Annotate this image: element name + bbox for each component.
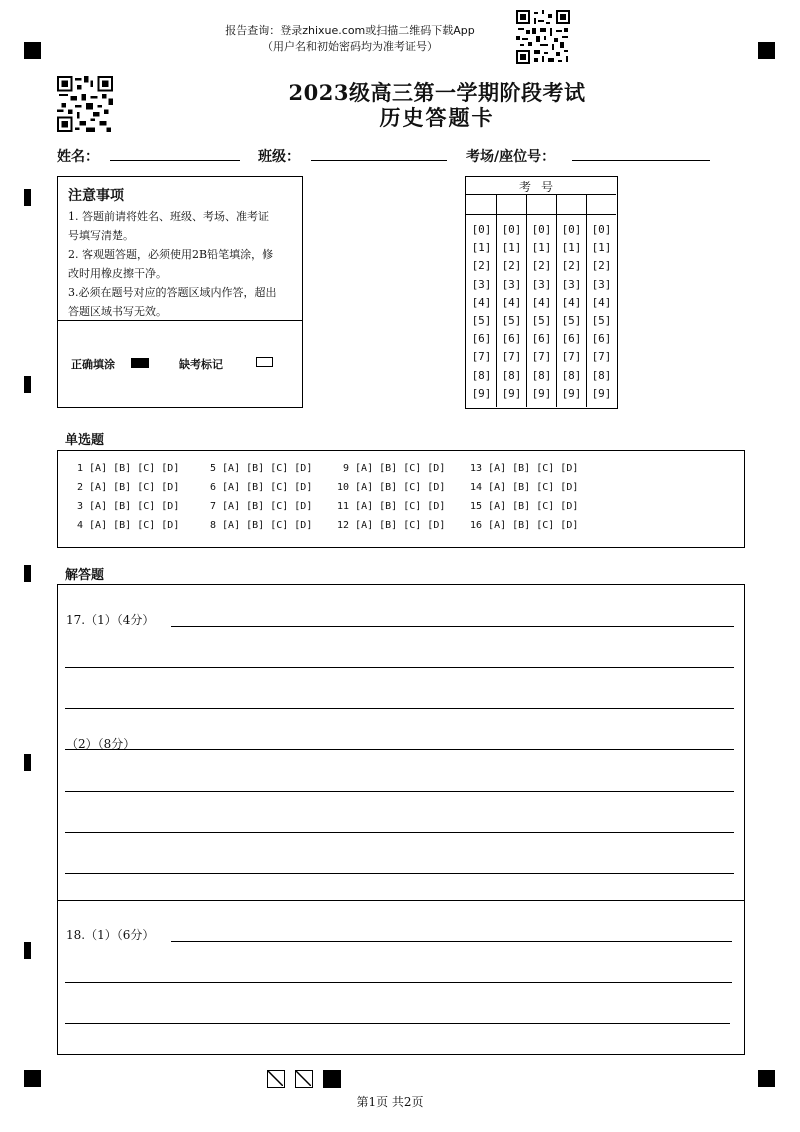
answer-line[interactable] — [65, 1023, 730, 1024]
answer-line[interactable] — [65, 708, 734, 709]
mc-question-6[interactable]: 6 [A] [B] [C] [D] — [210, 482, 313, 493]
name-label: 姓名： — [57, 149, 99, 165]
exam-digit-bubble[interactable]: [3] — [561, 277, 582, 291]
exam-digit-bubble[interactable]: [9] — [471, 386, 492, 400]
exam-digit-bubble[interactable]: [4] — [561, 295, 582, 309]
exam-digit-bubble[interactable]: [4] — [531, 295, 552, 309]
exam-digit-bubble[interactable]: [1] — [591, 241, 612, 255]
exam-digit-bubble[interactable]: [2] — [591, 259, 612, 273]
exam-digit-bubble[interactable]: [1] — [471, 241, 492, 255]
exam-digit-bubble[interactable]: [9] — [531, 386, 552, 400]
exam-digit-bubble[interactable]: [6] — [531, 332, 552, 346]
notice-title: 注意事项 — [68, 188, 124, 204]
registration-mark-top-left — [24, 42, 41, 59]
student-qr-code — [57, 76, 113, 132]
page-marker-box-crossed — [295, 1070, 313, 1088]
answer-line[interactable] — [65, 832, 734, 833]
exam-digit-bubble[interactable]: [2] — [531, 259, 552, 273]
page-marker-box-filled — [323, 1070, 341, 1088]
divider — [466, 214, 616, 215]
exam-digit-bubble[interactable]: [5] — [471, 314, 492, 327]
mc-question-15[interactable]: 15 [A] [B] [C] [D] — [470, 501, 579, 512]
exam-number-header: 考号 — [518, 180, 563, 194]
exam-digit-bubble[interactable]: [0] — [591, 223, 612, 236]
timing-mark — [24, 942, 31, 959]
exam-digit-bubble[interactable]: [0] — [561, 223, 582, 236]
exam-digit-bubble[interactable]: [8] — [501, 368, 522, 382]
mc-question-12[interactable]: 12 [A] [B] [C] [D] — [337, 520, 446, 531]
exam-digit-bubble[interactable]: [2] — [471, 259, 492, 273]
exam-digit-bubble[interactable]: [4] — [591, 295, 612, 309]
notice-item: 号填写清楚。 — [68, 229, 134, 242]
app-download-qr-code[interactable] — [516, 10, 570, 64]
exam-digit-bubble[interactable]: [9] — [501, 386, 522, 400]
name-field[interactable] — [110, 160, 240, 161]
exam-digit-bubble[interactable]: [4] — [501, 295, 522, 309]
exam-digit-bubble[interactable]: [5] — [501, 314, 522, 327]
exam-digit-bubble[interactable]: [5] — [531, 314, 552, 327]
answer-line[interactable] — [65, 982, 732, 983]
exam-digit-bubble[interactable]: [8] — [561, 368, 582, 382]
mc-question-7[interactable]: 7 [A] [B] [C] [D] — [210, 501, 313, 512]
exam-digit-bubble[interactable]: [6] — [501, 332, 522, 346]
exam-digit-bubble[interactable]: [8] — [471, 368, 492, 382]
notice-item: 1. 答题前请将姓名、班级、考场、准考证 — [68, 210, 269, 223]
exam-digit-bubble[interactable]: [3] — [471, 277, 492, 291]
mc-question-16[interactable]: 16 [A] [B] [C] [D] — [470, 520, 579, 531]
answer-line[interactable] — [171, 626, 734, 627]
timing-mark — [24, 565, 31, 582]
notice-item: 2. 客观题答题，必须使用2B铅笔填涂，修 — [68, 248, 274, 261]
exam-digit-bubble[interactable]: [0] — [471, 223, 492, 236]
q17-part1-label: 17.（1）（4分） — [66, 613, 155, 627]
exam-digit-bubble[interactable]: [7] — [531, 350, 552, 364]
absent-mark-label: 缺考标记 — [179, 358, 223, 371]
exam-digit-bubble[interactable]: [2] — [501, 259, 522, 273]
divider — [466, 194, 616, 195]
mc-question-1[interactable]: 1 [A] [B] [C] [D] — [77, 463, 180, 474]
mc-question-13[interactable]: 13 [A] [B] [C] [D] — [470, 463, 579, 474]
exam-digit-bubble[interactable]: [1] — [561, 241, 582, 255]
mc-question-4[interactable]: 4 [A] [B] [C] [D] — [77, 520, 180, 531]
exam-digit-bubble[interactable]: [6] — [591, 332, 612, 346]
page-number: 第1页 共2页 — [356, 1095, 424, 1109]
exam-digit-bubble[interactable]: [2] — [561, 259, 582, 273]
exam-title: 2023级高三第一学期阶段考试 — [288, 80, 586, 105]
timing-mark — [24, 189, 31, 206]
mc-question-3[interactable]: 3 [A] [B] [C] [D] — [77, 501, 180, 512]
mc-question-2[interactable]: 2 [A] [B] [C] [D] — [77, 482, 180, 493]
mc-question-8[interactable]: 8 [A] [B] [C] [D] — [210, 520, 313, 531]
answer-line[interactable] — [65, 791, 734, 792]
correct-fill-label: 正确填涂 — [71, 358, 115, 371]
exam-digit-bubble[interactable]: [8] — [591, 368, 612, 382]
exam-digit-bubble[interactable]: [5] — [561, 314, 582, 327]
answer-box — [57, 584, 745, 1055]
exam-digit-bubble[interactable]: [9] — [591, 386, 612, 400]
mc-question-5[interactable]: 5 [A] [B] [C] [D] — [210, 463, 313, 474]
notice-item: 改时用橡皮擦干净。 — [68, 267, 167, 280]
exam-digit-bubble[interactable]: [7] — [471, 350, 492, 364]
exam-digit-bubble[interactable]: [4] — [471, 295, 492, 309]
single-choice-label: 单选题 — [65, 433, 105, 448]
seat-label: 考场/座位号： — [466, 149, 556, 165]
exam-digit-bubble[interactable]: [1] — [501, 241, 522, 255]
exam-digit-bubble[interactable]: [7] — [591, 350, 612, 364]
class-label: 班级： — [258, 149, 300, 165]
report-query-line: 报告查询：登录zhixue.com或扫描二维码下载App — [225, 24, 475, 37]
q17-part2-label: （2）（8分） — [66, 737, 136, 751]
question-divider — [57, 900, 744, 901]
timing-mark — [24, 754, 31, 771]
divider — [57, 320, 302, 321]
card-title: 历史答题卡 — [379, 105, 495, 130]
answer-section-label: 解答题 — [65, 568, 105, 583]
class-field[interactable] — [311, 160, 447, 161]
single-choice-box — [57, 450, 745, 548]
exam-digit-bubble[interactable]: [0] — [501, 223, 522, 236]
mc-question-9[interactable]: 9 [A] [B] [C] [D] — [343, 463, 446, 474]
exam-digit-bubble[interactable]: [7] — [501, 350, 522, 364]
registration-mark-bottom-right — [758, 1070, 775, 1087]
notice-box — [57, 176, 303, 408]
correct-fill-sample — [131, 358, 149, 368]
registration-mark-top-right — [758, 42, 775, 59]
answer-line[interactable] — [65, 667, 734, 668]
exam-digit-bubble[interactable]: [1] — [531, 241, 552, 255]
exam-digit-bubble[interactable]: [3] — [501, 277, 522, 291]
seat-field[interactable] — [572, 160, 710, 161]
exam-digit-bubble[interactable]: [0] — [531, 223, 552, 236]
answer-line[interactable] — [65, 749, 734, 750]
absent-mark-box[interactable] — [256, 357, 273, 367]
notice-list — [68, 207, 298, 321]
notice-item: 答题区域书写无效。 — [68, 305, 167, 318]
exam-digit-bubble[interactable]: [6] — [561, 332, 582, 346]
page-marker-box-crossed — [267, 1070, 285, 1088]
exam-digit-bubble[interactable]: [8] — [531, 368, 552, 382]
exam-digit-bubble[interactable]: [9] — [561, 386, 582, 400]
timing-mark — [24, 376, 31, 393]
notice-item: 3.必须在题号对应的答题区域内作答，超出 — [68, 286, 277, 299]
registration-mark-bottom-left — [24, 1070, 41, 1087]
exam-digit-bubble[interactable]: [5] — [591, 314, 612, 327]
exam-digit-bubble[interactable]: [3] — [531, 277, 552, 291]
exam-digit-bubble[interactable]: [7] — [561, 350, 582, 364]
exam-digit-bubble[interactable]: [3] — [591, 277, 612, 291]
report-query-note: （用户名和初始密码均为准考证号） — [262, 40, 438, 53]
answer-line[interactable] — [171, 941, 732, 942]
mc-question-14[interactable]: 14 [A] [B] [C] [D] — [470, 482, 579, 493]
exam-number-box — [465, 176, 618, 409]
mc-question-11[interactable]: 11 [A] [B] [C] [D] — [337, 501, 446, 512]
q18-part1-label: 18.（1）（6分） — [66, 928, 155, 942]
mc-question-10[interactable]: 10 [A] [B] [C] [D] — [337, 482, 446, 493]
answer-line[interactable] — [65, 873, 734, 874]
exam-digit-bubble[interactable]: [6] — [471, 332, 492, 346]
